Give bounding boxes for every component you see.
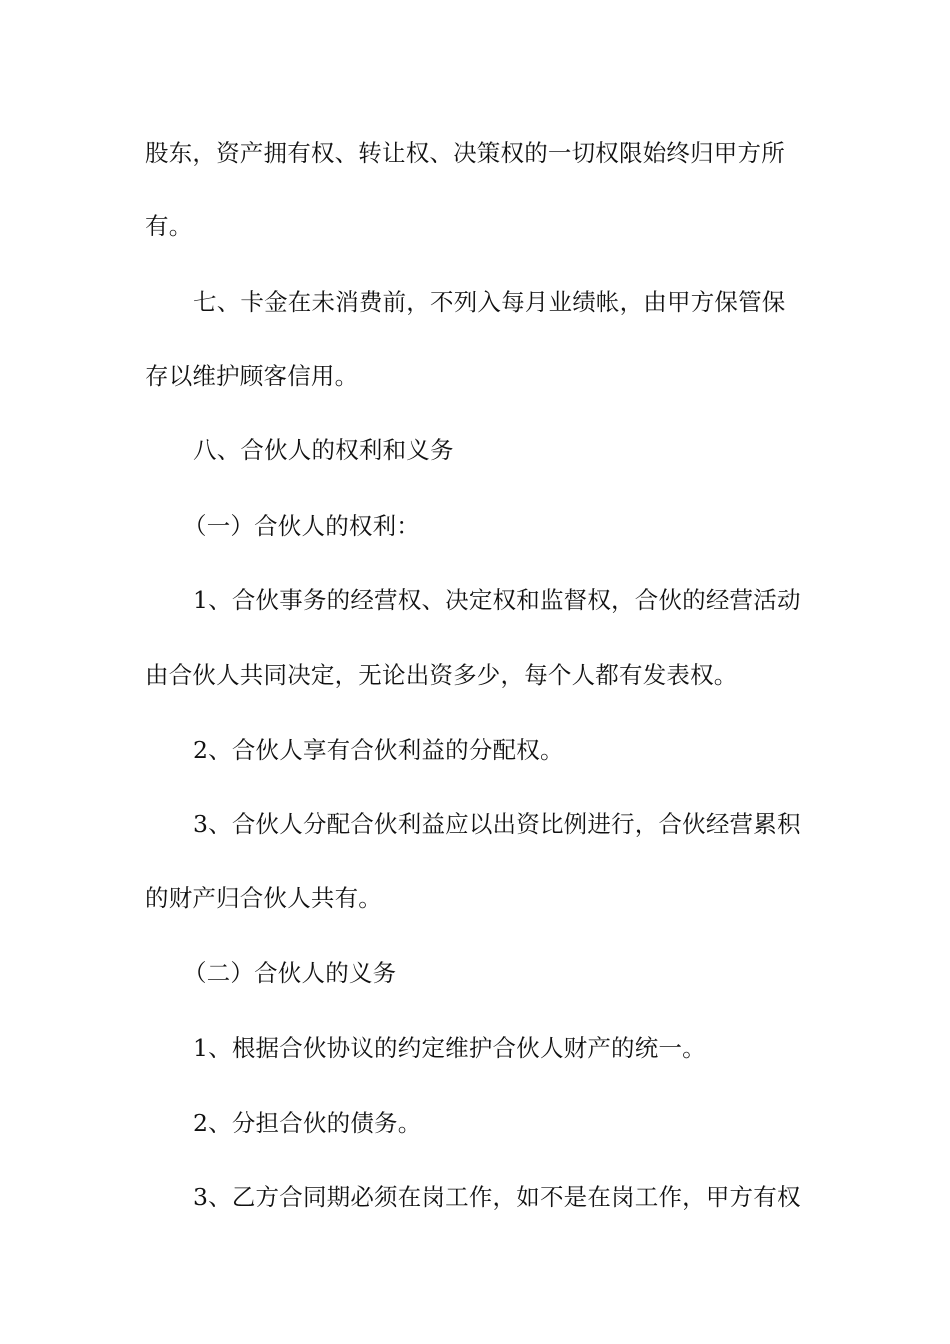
list-item: 2、分担合伙的债务。 [193, 1109, 422, 1137]
paragraph-line: 存以维护顾客信用。 [145, 362, 359, 390]
paragraph-line: 由合伙人共同决定，无论出资多少，每个人都有发表权。 [145, 661, 738, 689]
list-item: 1、根据合伙协议的约定维护合伙人财产的统一。 [193, 1034, 706, 1062]
paragraph-line: 有。 [145, 212, 193, 240]
section-heading: 八、合伙人的权利和义务 [193, 436, 454, 464]
list-item: 3、乙方合同期必须在岗工作，如不是在岗工作，甲方有权 [193, 1183, 801, 1211]
paragraph-line: 七、卡金在未消费前，不列入每月业绩帐，由甲方保管保 [193, 288, 786, 316]
list-item: 1、合伙事务的经营权、决定权和监督权，合伙的经营活动 [193, 586, 801, 614]
subsection-heading: （一）合伙人的权利： [183, 512, 420, 540]
list-item: 3、合伙人分配合伙利益应以出资比例进行，合伙经营累积 [193, 810, 801, 838]
paragraph-line: 股东，资产拥有权、转让权、决策权的一切权限始终归甲方所 [145, 139, 785, 167]
subsection-heading: （二）合伙人的义务 [183, 959, 397, 987]
list-item: 2、合伙人享有合伙利益的分配权。 [193, 736, 564, 764]
paragraph-line: 的财产归合伙人共有。 [145, 884, 382, 912]
